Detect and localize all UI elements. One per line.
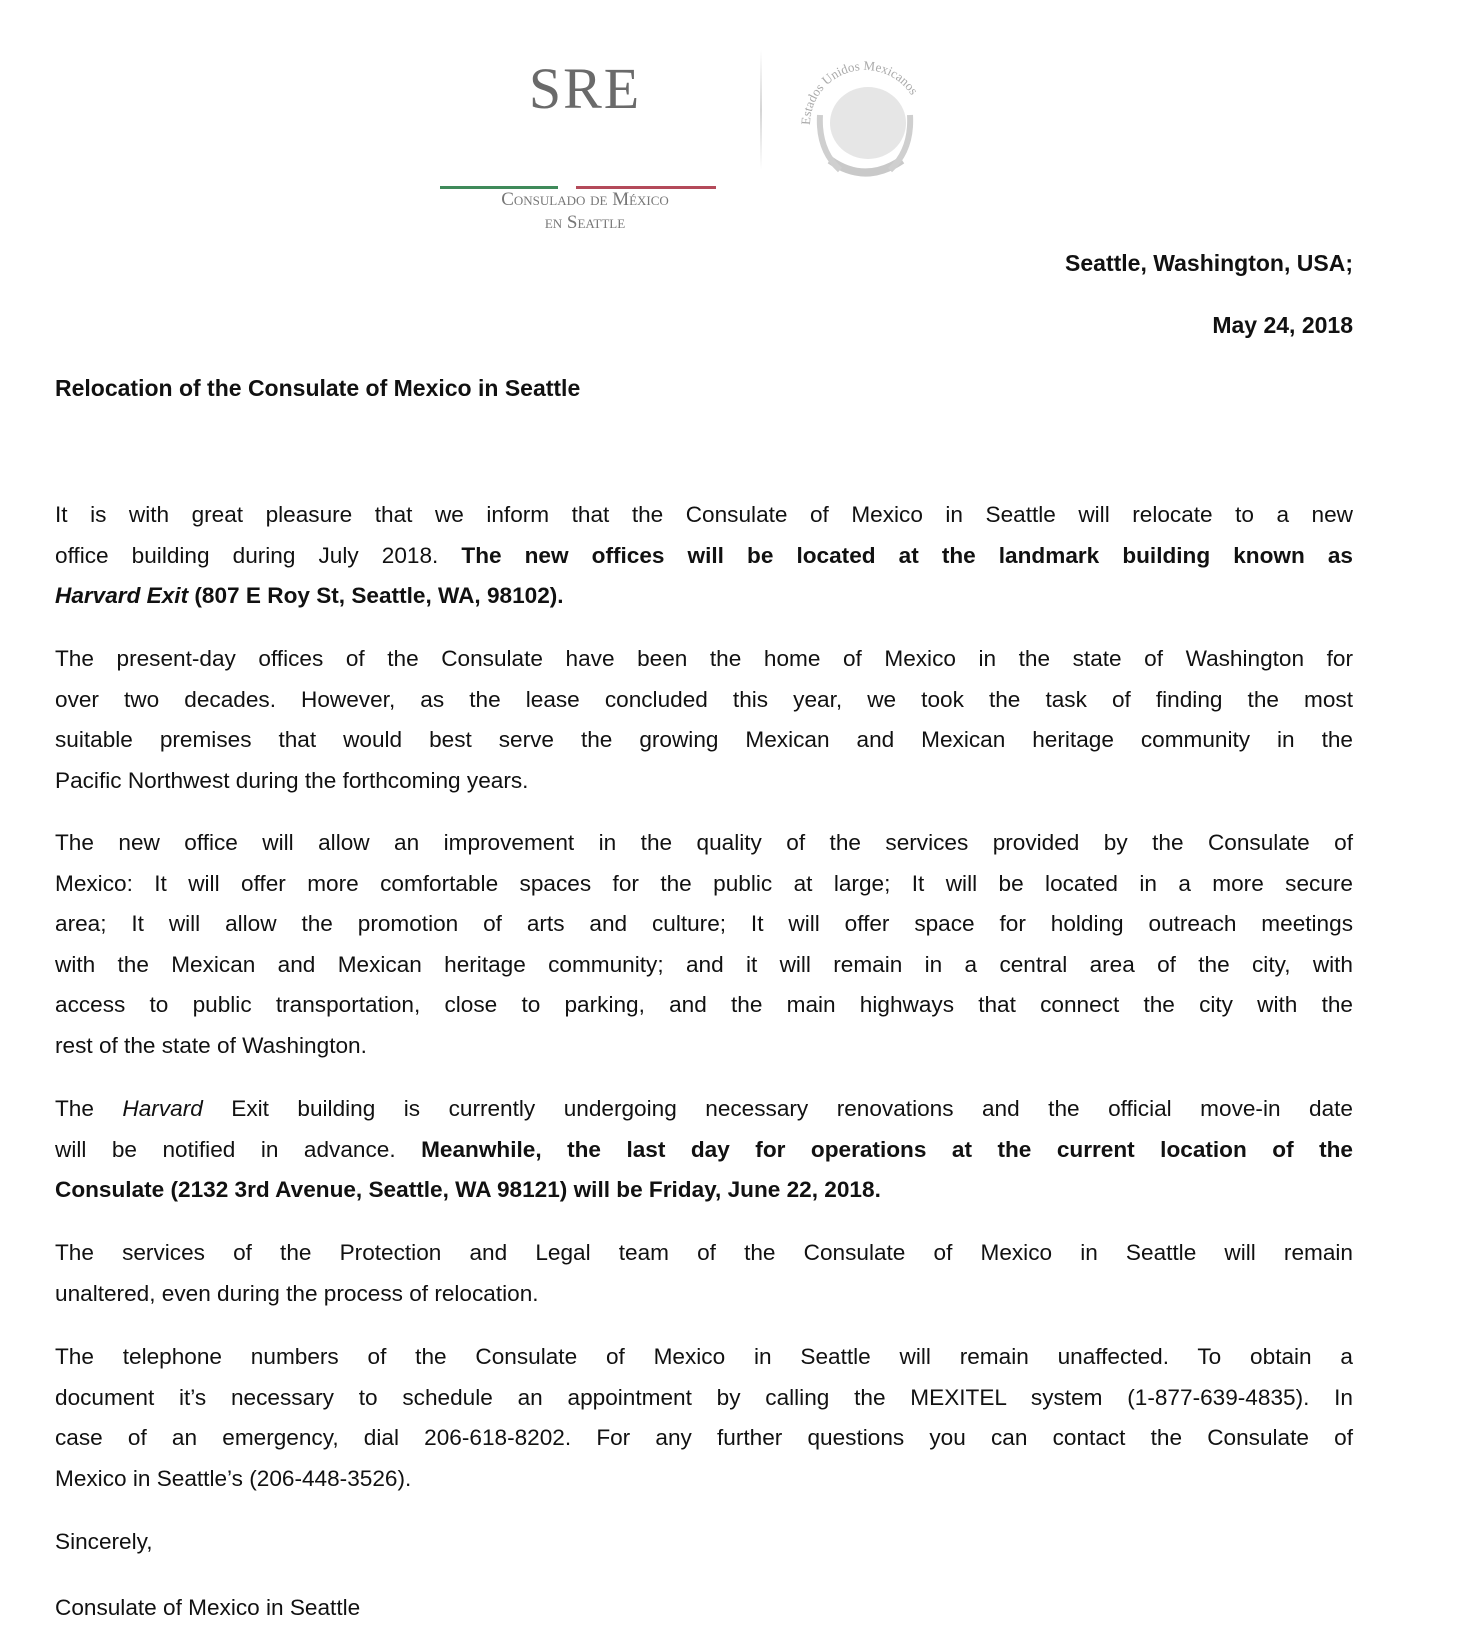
text-line xyxy=(55,576,1353,617)
text-segment: Mexico: It will offer more comfortable spaces for the public at large; It will be located in a more secure xyxy=(55,870,1353,896)
text-line xyxy=(55,985,1353,1026)
text-segment: unaltered, even during the process of relocation. xyxy=(55,1280,539,1306)
text-segment: with the Mexican and Mexican heritage community; and it will remain in a central area of the city, with xyxy=(55,951,1353,977)
letter-date: May 24, 2018 xyxy=(1212,312,1353,338)
text-line xyxy=(55,720,1353,761)
logo-subtitle-1: Consulado de México xyxy=(501,189,669,210)
mexican-coat-of-arms-seal-icon xyxy=(790,45,940,195)
text-segment: Pacific Northwest during the forthcoming years. xyxy=(55,767,529,793)
text-segment: (807 E Roy St, Seattle, WA, 98102). xyxy=(188,583,564,609)
text-segment: The new office will allow an improvement in the quality of the services provided by the Consulate of xyxy=(55,830,1353,855)
text-segment: Meanwhile, the last day for operations at the current location of the xyxy=(421,1136,1353,1162)
signature: Consulate of Mexico in Seattle xyxy=(55,1595,361,1620)
logo-text: SRE xyxy=(528,56,642,121)
text-line xyxy=(55,1418,1353,1459)
text-line xyxy=(55,904,1353,945)
svg-text:Estados Unidos Mexicanos: Estados Unidos Mexicanos xyxy=(797,57,922,126)
paragraph xyxy=(55,1337,1353,1499)
text-segment: access to public transportation, close to parking, and the main highways that connect the city with the xyxy=(55,992,1353,1018)
text-line xyxy=(55,761,1353,802)
text-segment: document it’s necessary to schedule an appointment by calling the MEXITEL system (1-877-639-4835). In xyxy=(55,1384,1353,1410)
text-line xyxy=(55,680,1353,721)
text-segment: office building during July 2018. xyxy=(55,542,462,568)
text-line xyxy=(55,536,1353,577)
text-segment: will be notified in advance. xyxy=(55,1136,422,1162)
paragraph xyxy=(55,1233,1353,1314)
text-segment: Consulate (2132 3rd Avenue, Seattle, WA 98121) will be Friday, June 22, 2018. xyxy=(55,1177,881,1203)
text-line xyxy=(55,1130,1353,1171)
text-line xyxy=(55,1337,1353,1378)
text-line xyxy=(55,1459,1353,1500)
text-segment: area; It will allow the promotion of arts and culture; It will offer space for holding outreach meetings xyxy=(55,911,1353,937)
text-line xyxy=(55,639,1353,680)
text-line xyxy=(55,945,1353,986)
text-line xyxy=(55,1026,1353,1067)
text-line xyxy=(55,1170,1353,1211)
closing: Sincerely, xyxy=(55,1529,153,1554)
text-segment: Harvard Exit xyxy=(55,583,189,609)
paragraph xyxy=(55,495,1353,617)
text-segment: The xyxy=(55,1096,123,1121)
text-segment: Mexico in Seattle’s (206-448-3526). xyxy=(55,1465,412,1491)
text-segment: The present-day offices of the Consulate have been the home of Mexico in the state of Washington for xyxy=(55,646,1353,671)
text-segment: Exit building is currently undergoing necessary renovations and the official move-in date xyxy=(202,1096,1353,1121)
text-line xyxy=(55,1233,1353,1274)
text-segment: The telephone numbers of the Consulate of Mexico in Seattle will remain unaffected. To obtain a xyxy=(55,1344,1353,1369)
text-segment: rest of the state of Washington. xyxy=(55,1032,367,1058)
text-segment: The services of the Protection and Legal team of the Consulate of Mexico in Seattle will remain xyxy=(55,1240,1353,1265)
text-line xyxy=(55,864,1353,905)
text-line xyxy=(55,1274,1353,1315)
sre-logo xyxy=(440,55,730,233)
text-segment: suitable premises that would best serve the growing Mexican and Mexican heritage community in the xyxy=(55,727,1353,753)
text-segment: case of an emergency, dial 206-618-8202. For any further questions you can contact the Consulate of xyxy=(55,1425,1353,1451)
text-line xyxy=(55,823,1353,864)
text-segment: It is with great pleasure that we inform that the Consulate of Mexico in Seattle will relocate to a new xyxy=(55,502,1353,527)
letter-title: Relocation of the Consulate of Mexico in Seattle xyxy=(55,375,581,401)
paragraph xyxy=(55,1089,1353,1211)
text-segment: Harvard xyxy=(122,1096,203,1121)
text-line xyxy=(55,495,1353,536)
text-line xyxy=(55,1378,1353,1419)
logo-divider xyxy=(760,50,762,170)
paragraph xyxy=(55,639,1353,801)
text-line xyxy=(55,1089,1353,1130)
logo-subtitle-2: en Seattle xyxy=(544,212,626,233)
text-segment: The new offices will be located at the landmark building known as xyxy=(461,542,1353,568)
paragraph xyxy=(55,823,1353,1067)
text-segment: over two decades. However, as the lease concluded this year, we took the task of finding the most xyxy=(55,686,1353,712)
letter-place: Seattle, Washington, USA; xyxy=(1065,250,1353,276)
